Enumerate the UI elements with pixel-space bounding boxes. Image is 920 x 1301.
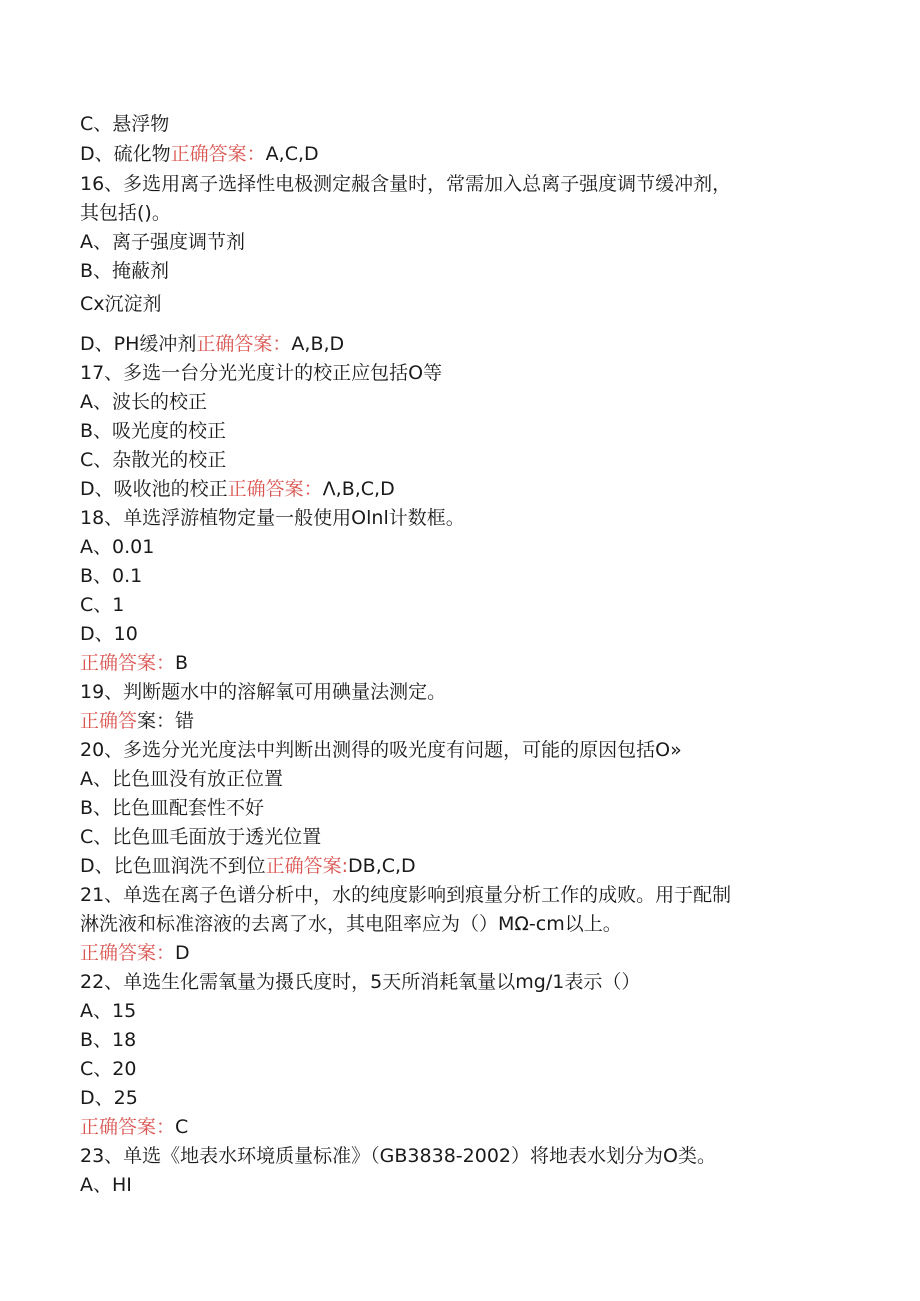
- question-line: 20、多选分光光度法中判断出测得的吸光度有问题，可能的原因包括O»: [80, 739, 682, 761]
- answer-line: [80, 940, 190, 966]
- answer-line: [80, 708, 194, 734]
- question-line: 23、单选《地表水环境质量标准》（GB3838-2002）将地表水划分为O类。: [80, 1145, 716, 1167]
- answer-label: 正确答案：: [170, 143, 266, 165]
- answer-label: 正确答案：: [80, 652, 176, 674]
- answer-label: 正确答案：: [196, 333, 292, 355]
- option-line: B、吸光度的校正: [80, 420, 227, 442]
- option-line: A、0.01: [80, 536, 155, 558]
- question-line: 22、单选生化需氧量为摄氏度时，5天所消耗氧量以mg/1表示（）: [80, 971, 641, 993]
- question-line: 其包括()。: [80, 202, 171, 224]
- option-line: C、悬浮物: [80, 113, 170, 135]
- answer-value: 案：错: [137, 710, 195, 732]
- option-line: B、0.1: [80, 565, 143, 587]
- question-line: 18、单选浮游植物定量一般使用Olnl计数框。: [80, 507, 465, 529]
- option-line: C、比色皿毛面放于透光位置: [80, 826, 322, 848]
- question-line: 16、多选用离子选择性电极测定赧含量时，常需加入总离子强度调节缓冲剂，: [80, 173, 732, 195]
- option-line: B、掩蔽剂: [80, 260, 170, 282]
- answer-value: A,B,D: [291, 333, 345, 355]
- option-line: A、15: [80, 1000, 137, 1022]
- option-line: A、离子强度调节剂: [80, 231, 245, 253]
- option-line: B、18: [80, 1029, 137, 1051]
- option-line: D、25: [80, 1087, 138, 1109]
- question-line: 淋洗液和标准溶液的去离了水，其电阻率应为（）MΩ-cm以上。: [80, 913, 622, 935]
- answer-value: B: [175, 652, 189, 674]
- answer-value: A,C,D: [265, 143, 319, 165]
- option-line: B、比色皿配套性不好: [80, 797, 265, 819]
- question-line: 19、判断题水中的溶解氧可用碘量法测定。: [80, 681, 447, 703]
- answer-value: D: [175, 942, 190, 964]
- answer-label: 正确答案：: [80, 1116, 176, 1138]
- question-line: 21、单选在离子色谱分析中，水的纯度影响到痕量分析工作的成败。用于配制: [80, 884, 732, 906]
- answer-label: 正确答案：: [227, 478, 323, 500]
- option-line: A、HI: [80, 1174, 132, 1196]
- option-line: Cx沉淀剂: [80, 293, 162, 315]
- option-line: D、PH缓冲剂正确答案：A,B,D: [80, 333, 345, 355]
- answer-label: 正确答案:: [265, 855, 349, 877]
- answer-value: C: [175, 1116, 189, 1138]
- option-line: D、吸收池的校正正确答案：Λ,B,C,D: [80, 478, 395, 500]
- option-line: D、比色皿润洗不到位正确答案:DB,C,D: [80, 855, 416, 877]
- option-line: C、杂散光的校正: [80, 449, 227, 471]
- option-line: C、20: [80, 1058, 137, 1080]
- answer-line: [80, 650, 188, 676]
- question-line: 17、多选一台分光光度计的校正应包括O等: [80, 362, 443, 384]
- option-line: D、硫化物正确答案：A,C,D: [80, 143, 319, 165]
- option-line: D、10: [80, 623, 138, 645]
- answer-value: Λ,B,C,D: [322, 478, 395, 500]
- option-line: A、比色皿没有放正位置: [80, 768, 283, 790]
- option-line: A、波长的校正: [80, 391, 207, 413]
- answer-label: 正确答案：: [80, 942, 176, 964]
- option-line: C、1: [80, 594, 125, 616]
- answer-line: [80, 1114, 188, 1140]
- answer-value: DB,C,D: [348, 855, 416, 877]
- answer-label: 正确答: [80, 710, 138, 732]
